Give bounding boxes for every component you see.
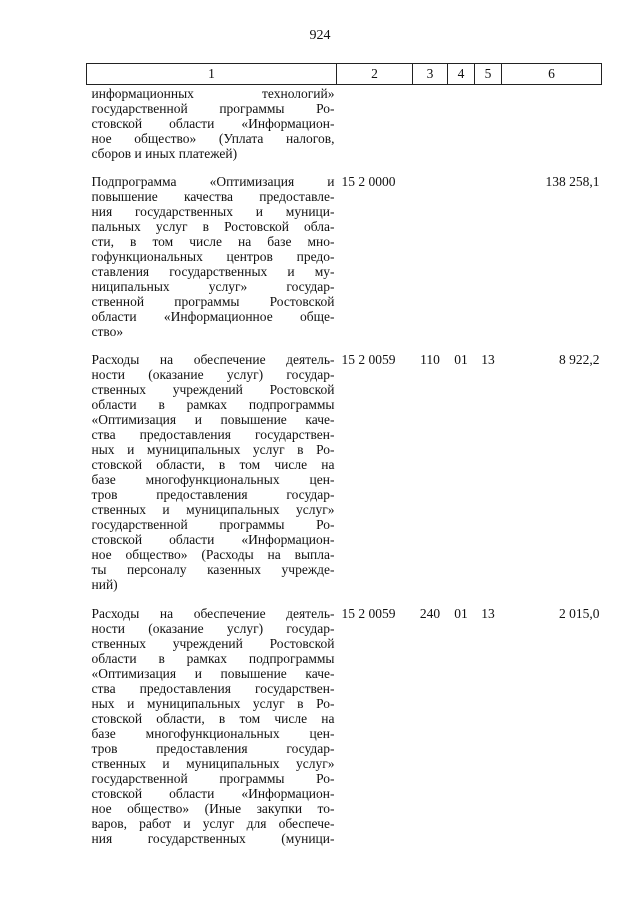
description-line: информационных технологий» bbox=[91, 86, 335, 101]
description-line: ное общество» (Иные закупки то- bbox=[91, 801, 335, 816]
table-row bbox=[87, 85, 602, 175]
description-line: области в рамках подпрограммы bbox=[91, 397, 335, 412]
description-line: ний) bbox=[91, 577, 118, 592]
description-line: ственной программы Ростовской bbox=[91, 294, 335, 309]
expense-type-code: 240 bbox=[419, 606, 441, 621]
column-header: 2 bbox=[337, 64, 413, 85]
page-number: 924 bbox=[309, 28, 331, 43]
row-description bbox=[87, 606, 337, 846]
section-code: 01 bbox=[454, 352, 468, 367]
description-line: базе многофункциональных цен- bbox=[91, 726, 335, 741]
description-line: сборов и иных платежей) bbox=[91, 146, 238, 161]
description-line: ственных и муниципальных услуг» bbox=[91, 756, 335, 771]
description-line: ния государственных (муници- bbox=[91, 831, 335, 846]
column-header: 5 bbox=[475, 64, 502, 85]
expense-type-code: 110 bbox=[420, 352, 440, 367]
table-row bbox=[87, 606, 602, 846]
description-line: ниципальных услуг» государ- bbox=[91, 279, 335, 294]
description-line: пальных услуг в Ростовской обла- bbox=[91, 219, 335, 234]
section-code bbox=[448, 85, 475, 175]
description-line: стовской области «Информацион- bbox=[91, 532, 335, 547]
description-line: ты персоналу казенных учрежде- bbox=[91, 562, 335, 577]
description-line: ности (оказание услуг) государ- bbox=[91, 621, 335, 636]
description-line: области «Информационное обще- bbox=[91, 309, 335, 324]
description-line: ное общество» (Расходы на выпла- bbox=[91, 547, 335, 562]
section-code: 01 bbox=[454, 606, 468, 621]
expense-type-code bbox=[413, 85, 448, 175]
row-description bbox=[87, 174, 337, 352]
description-line: области в рамках подпрограммы bbox=[91, 651, 335, 666]
subsection-code bbox=[475, 85, 502, 175]
column-header: 1 bbox=[87, 64, 337, 85]
description-line: ственных учреждений Ростовской bbox=[91, 636, 335, 651]
row-description bbox=[87, 85, 337, 175]
description-line: стовской области, в том числе на bbox=[91, 457, 335, 472]
description-line: Расходы на обеспечение деятель- bbox=[91, 352, 335, 367]
description-line: повышение качества предоставле- bbox=[91, 189, 335, 204]
column-number-header bbox=[87, 64, 602, 85]
description-line: ния государственных и муници- bbox=[91, 204, 335, 219]
description-line: тров предоставления государ- bbox=[91, 487, 335, 502]
description-line: стовской области «Информацион- bbox=[91, 116, 335, 131]
column-header: 3 bbox=[413, 64, 448, 85]
table-row bbox=[87, 352, 602, 606]
description-line: ства предоставления государствен- bbox=[91, 427, 335, 442]
subsection-code: 13 bbox=[481, 606, 495, 621]
description-line: государственной программы Ро- bbox=[91, 517, 335, 532]
description-line: стовской области, в том числе на bbox=[91, 711, 335, 726]
description-line: тров предоставления государ- bbox=[91, 741, 335, 756]
description-line: Расходы на обеспечение деятель- bbox=[91, 606, 335, 621]
description-line: ных и муниципальных услуг в Ро- bbox=[91, 696, 335, 711]
description-line: ное общество» (Уплата налогов, bbox=[91, 131, 335, 146]
description-line: Подпрограмма «Оптимизация и bbox=[91, 174, 335, 189]
description-line: государственной программы Ро- bbox=[91, 101, 335, 116]
description-line: ставления государственных и му- bbox=[91, 264, 335, 279]
description-line: гофункциональных центров предо- bbox=[91, 249, 335, 264]
description-line: ных и муниципальных услуг в Ро- bbox=[91, 442, 335, 457]
description-line: «Оптимизация и повышение каче- bbox=[91, 666, 335, 681]
description-line: государственной программы Ро- bbox=[91, 771, 335, 786]
target-article-code: 15 2 0000 bbox=[341, 174, 396, 189]
subsection-code bbox=[475, 174, 502, 352]
target-article-code bbox=[337, 85, 413, 175]
amount: 2 015,0 bbox=[559, 606, 600, 621]
description-line: варов, работ и услуг для обеспече- bbox=[91, 816, 335, 831]
target-article-code: 15 2 0059 bbox=[341, 606, 396, 621]
row-description bbox=[87, 352, 337, 606]
description-line: стовской области «Информацион- bbox=[91, 786, 335, 801]
description-line: базе многофункциональных цен- bbox=[91, 472, 335, 487]
description-line: ства предоставления государствен- bbox=[91, 681, 335, 696]
description-line: «Оптимизация и повышение каче- bbox=[91, 412, 335, 427]
description-line: ственных учреждений Ростовской bbox=[91, 382, 335, 397]
description-line: ственных и муниципальных услуг» bbox=[91, 502, 335, 517]
table-row bbox=[87, 174, 602, 352]
column-header: 4 bbox=[448, 64, 475, 85]
amount: 8 922,2 bbox=[559, 352, 600, 367]
amount bbox=[502, 85, 602, 175]
amount: 138 258,1 bbox=[545, 174, 600, 189]
description-line: ности (оказание услуг) государ- bbox=[91, 367, 335, 382]
expense-type-code bbox=[413, 174, 448, 352]
target-article-code: 15 2 0059 bbox=[341, 352, 396, 367]
section-code bbox=[448, 174, 475, 352]
description-line: сти, в том числе на базе мно- bbox=[91, 234, 335, 249]
description-line: ство» bbox=[91, 324, 124, 339]
subsection-code: 13 bbox=[481, 352, 495, 367]
column-header: 6 bbox=[502, 64, 602, 85]
budget-table bbox=[86, 63, 602, 846]
